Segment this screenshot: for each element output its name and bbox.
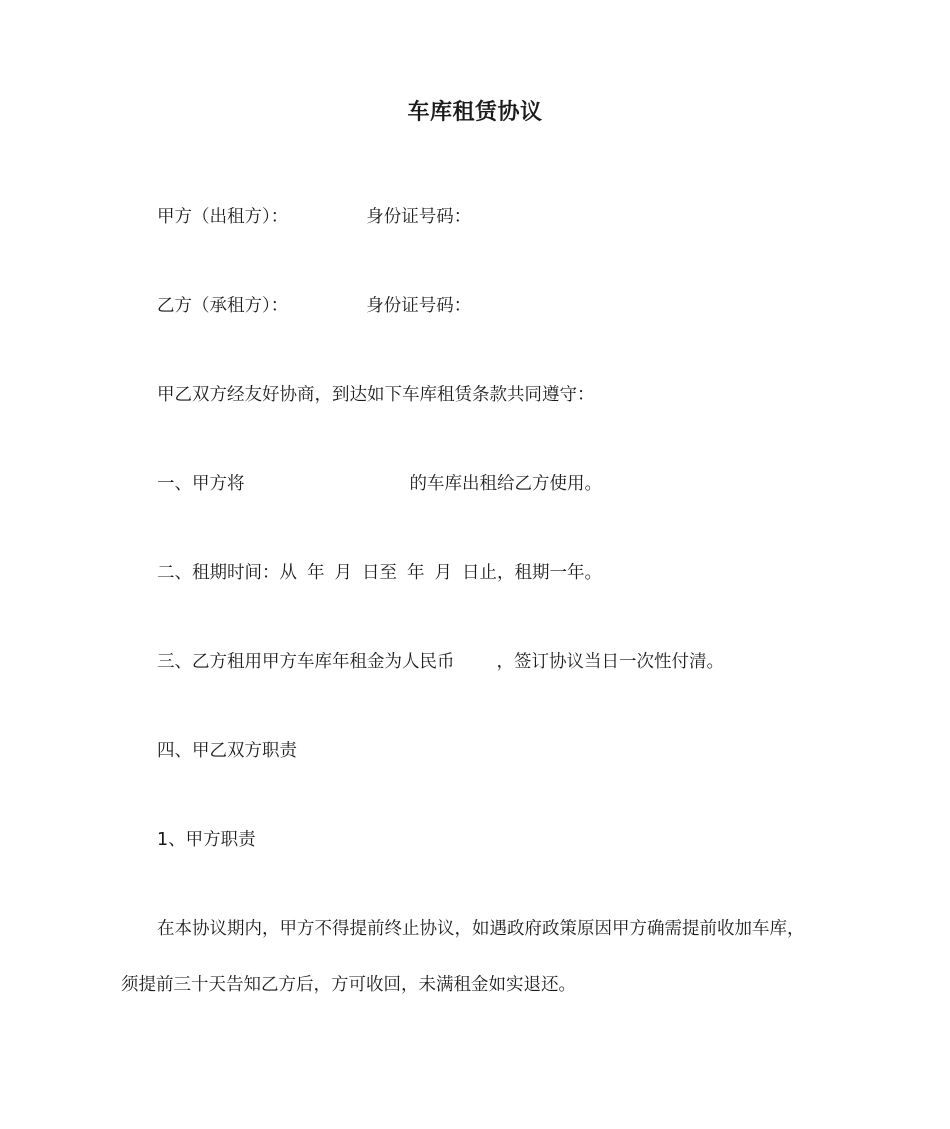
- clause-2-month-2: 月: [434, 563, 452, 583]
- duty-text-line-1: 在本协议期内，甲方不得提前终止协议，如遇政府政策原因甲方确需提前收加车库，: [157, 919, 805, 939]
- party-b-label: 乙方（承租方）：: [157, 296, 289, 316]
- clause-3-prefix: 三、乙方租用甲方车库年租金为人民币: [157, 652, 455, 672]
- clause-2-from: 从: [279, 563, 297, 583]
- clause-1-suffix: 的车库出租给乙方使用。: [409, 474, 602, 494]
- duty-text-line-2: 须提前三十天告知乙方后，方可收回，未满租金如实退还。: [121, 975, 576, 995]
- clause-2-label: 二、租期时间：: [157, 563, 280, 583]
- clause-1-prefix: 一、甲方将: [157, 474, 245, 494]
- clause-2-year-1: 年: [307, 563, 325, 583]
- clause-2: [157, 561, 602, 585]
- intro-paragraph: 甲乙双方经友好协商，到达如下车库租赁条款共同遵守：: [157, 385, 595, 405]
- sub-1-heading: 1、甲方职责: [157, 830, 256, 850]
- document-title: 车库租赁协议: [407, 100, 543, 125]
- clause-2-day-2: 日止，租期一年。: [462, 563, 602, 583]
- party-a-line: [157, 205, 471, 229]
- clause-2-month-1: 月: [334, 563, 352, 583]
- clause-2-year-2: 年: [407, 563, 425, 583]
- party-a-label: 甲方（出租方）：: [157, 207, 289, 227]
- clause-3: [157, 650, 724, 674]
- clause-1: [157, 472, 602, 496]
- party-a-id-label: 身份证号码：: [366, 207, 472, 227]
- party-b-line: [157, 294, 471, 318]
- clause-3-suffix: ，签订协议当日一次性付清。: [496, 652, 724, 672]
- clause-2-day-1: 日至: [362, 563, 397, 583]
- clause-4-heading: 四、甲乙双方职责: [157, 741, 297, 761]
- party-b-id-label: 身份证号码：: [366, 296, 472, 316]
